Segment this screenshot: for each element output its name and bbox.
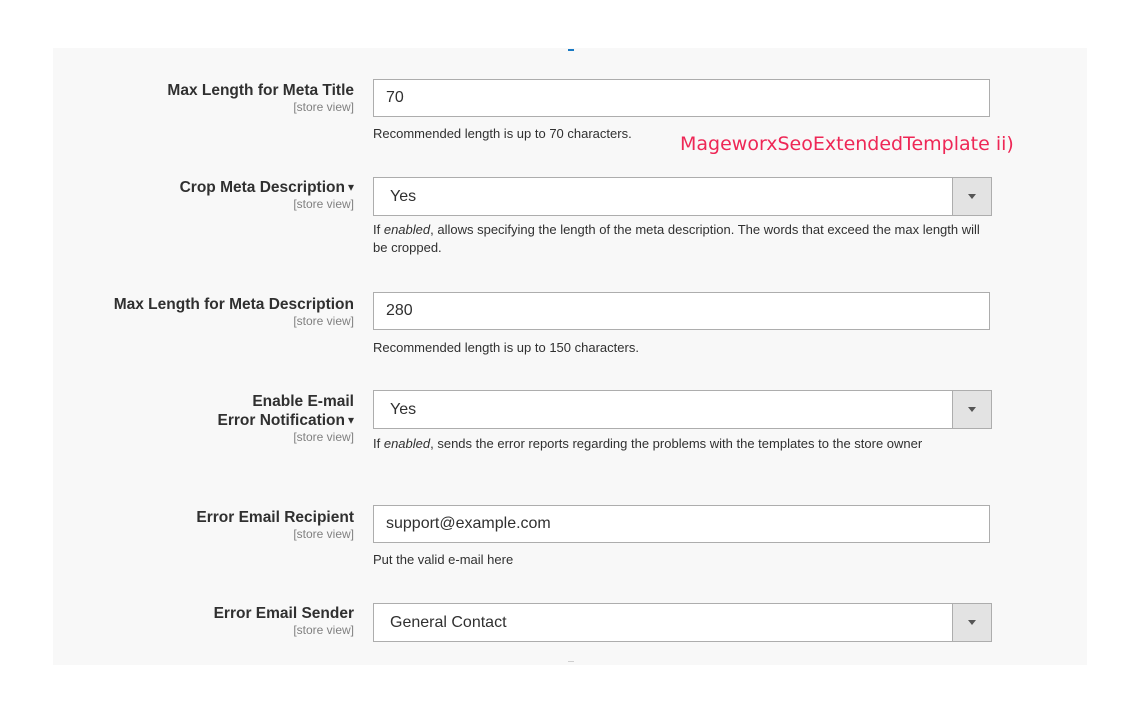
recipient-scope: [store view] — [293, 527, 354, 541]
crop-desc-dropdown-button[interactable] — [952, 178, 991, 215]
enable-email-dropdown-button[interactable] — [952, 391, 991, 428]
enable-email-note: If enabled, sends the error reports regarding the problems with the templates to the store owner — [373, 436, 923, 451]
max-title-note: Recommended length is up to 70 characters. — [373, 126, 632, 141]
crop-desc-note: If enabled, allows specifying the length of the meta description. The words that exceed the max length will be cropped. — [373, 222, 980, 255]
template-overlay-label: MageworxSeoExtendedTemplate ii) — [680, 133, 1014, 155]
sender-label-block — [214, 604, 354, 637]
triangle-down-icon — [968, 620, 976, 625]
max-desc-label: Max Length for Meta Description — [113, 296, 354, 313]
enable-email-scope: [store view] — [293, 430, 354, 444]
max-title-input[interactable] — [373, 79, 990, 117]
enable-email-label-block[interactable] — [218, 392, 354, 444]
crop-desc-select[interactable] — [373, 177, 992, 216]
max-desc-note: Recommended length is up to 150 characters. — [373, 340, 639, 355]
max-title-label-block — [167, 81, 354, 114]
sender-value: General Contact — [390, 614, 507, 631]
recipient-label-block — [196, 508, 354, 541]
max-desc-input[interactable] — [373, 292, 990, 330]
crop-desc-label-block[interactable] — [180, 178, 354, 211]
top-indicator — [568, 49, 574, 51]
max-desc-scope: [store view] — [293, 314, 354, 328]
enable-email-value: Yes — [390, 401, 417, 418]
max-title-scope: [store view] — [293, 100, 354, 114]
recipient-input[interactable] — [373, 505, 990, 543]
bottom-indicator — [568, 661, 574, 662]
recipient-label: Error Email Recipient — [196, 509, 354, 526]
enable-email-label-line1: Enable E-mail — [252, 393, 354, 410]
recipient-note: Put the valid e-mail here — [373, 552, 514, 567]
crop-desc-scope: [store view] — [293, 197, 354, 211]
crop-desc-value: Yes — [390, 188, 417, 205]
enable-email-label-line2: Error Notification — [217, 412, 345, 429]
crop-desc-label: Crop Meta Description — [179, 179, 345, 196]
sender-scope: [store view] — [293, 623, 354, 637]
sender-dropdown-button[interactable] — [952, 604, 991, 641]
sender-label: Error Email Sender — [213, 605, 354, 622]
sender-select[interactable] — [373, 603, 992, 642]
caret-down-icon: ▾ — [347, 180, 354, 194]
caret-down-icon: ▾ — [347, 413, 354, 427]
max-title-label: Max Length for Meta Title — [167, 82, 354, 99]
enable-email-select[interactable] — [373, 390, 992, 429]
max-desc-label-block — [114, 295, 354, 328]
triangle-down-icon — [968, 407, 976, 412]
triangle-down-icon — [968, 194, 976, 199]
